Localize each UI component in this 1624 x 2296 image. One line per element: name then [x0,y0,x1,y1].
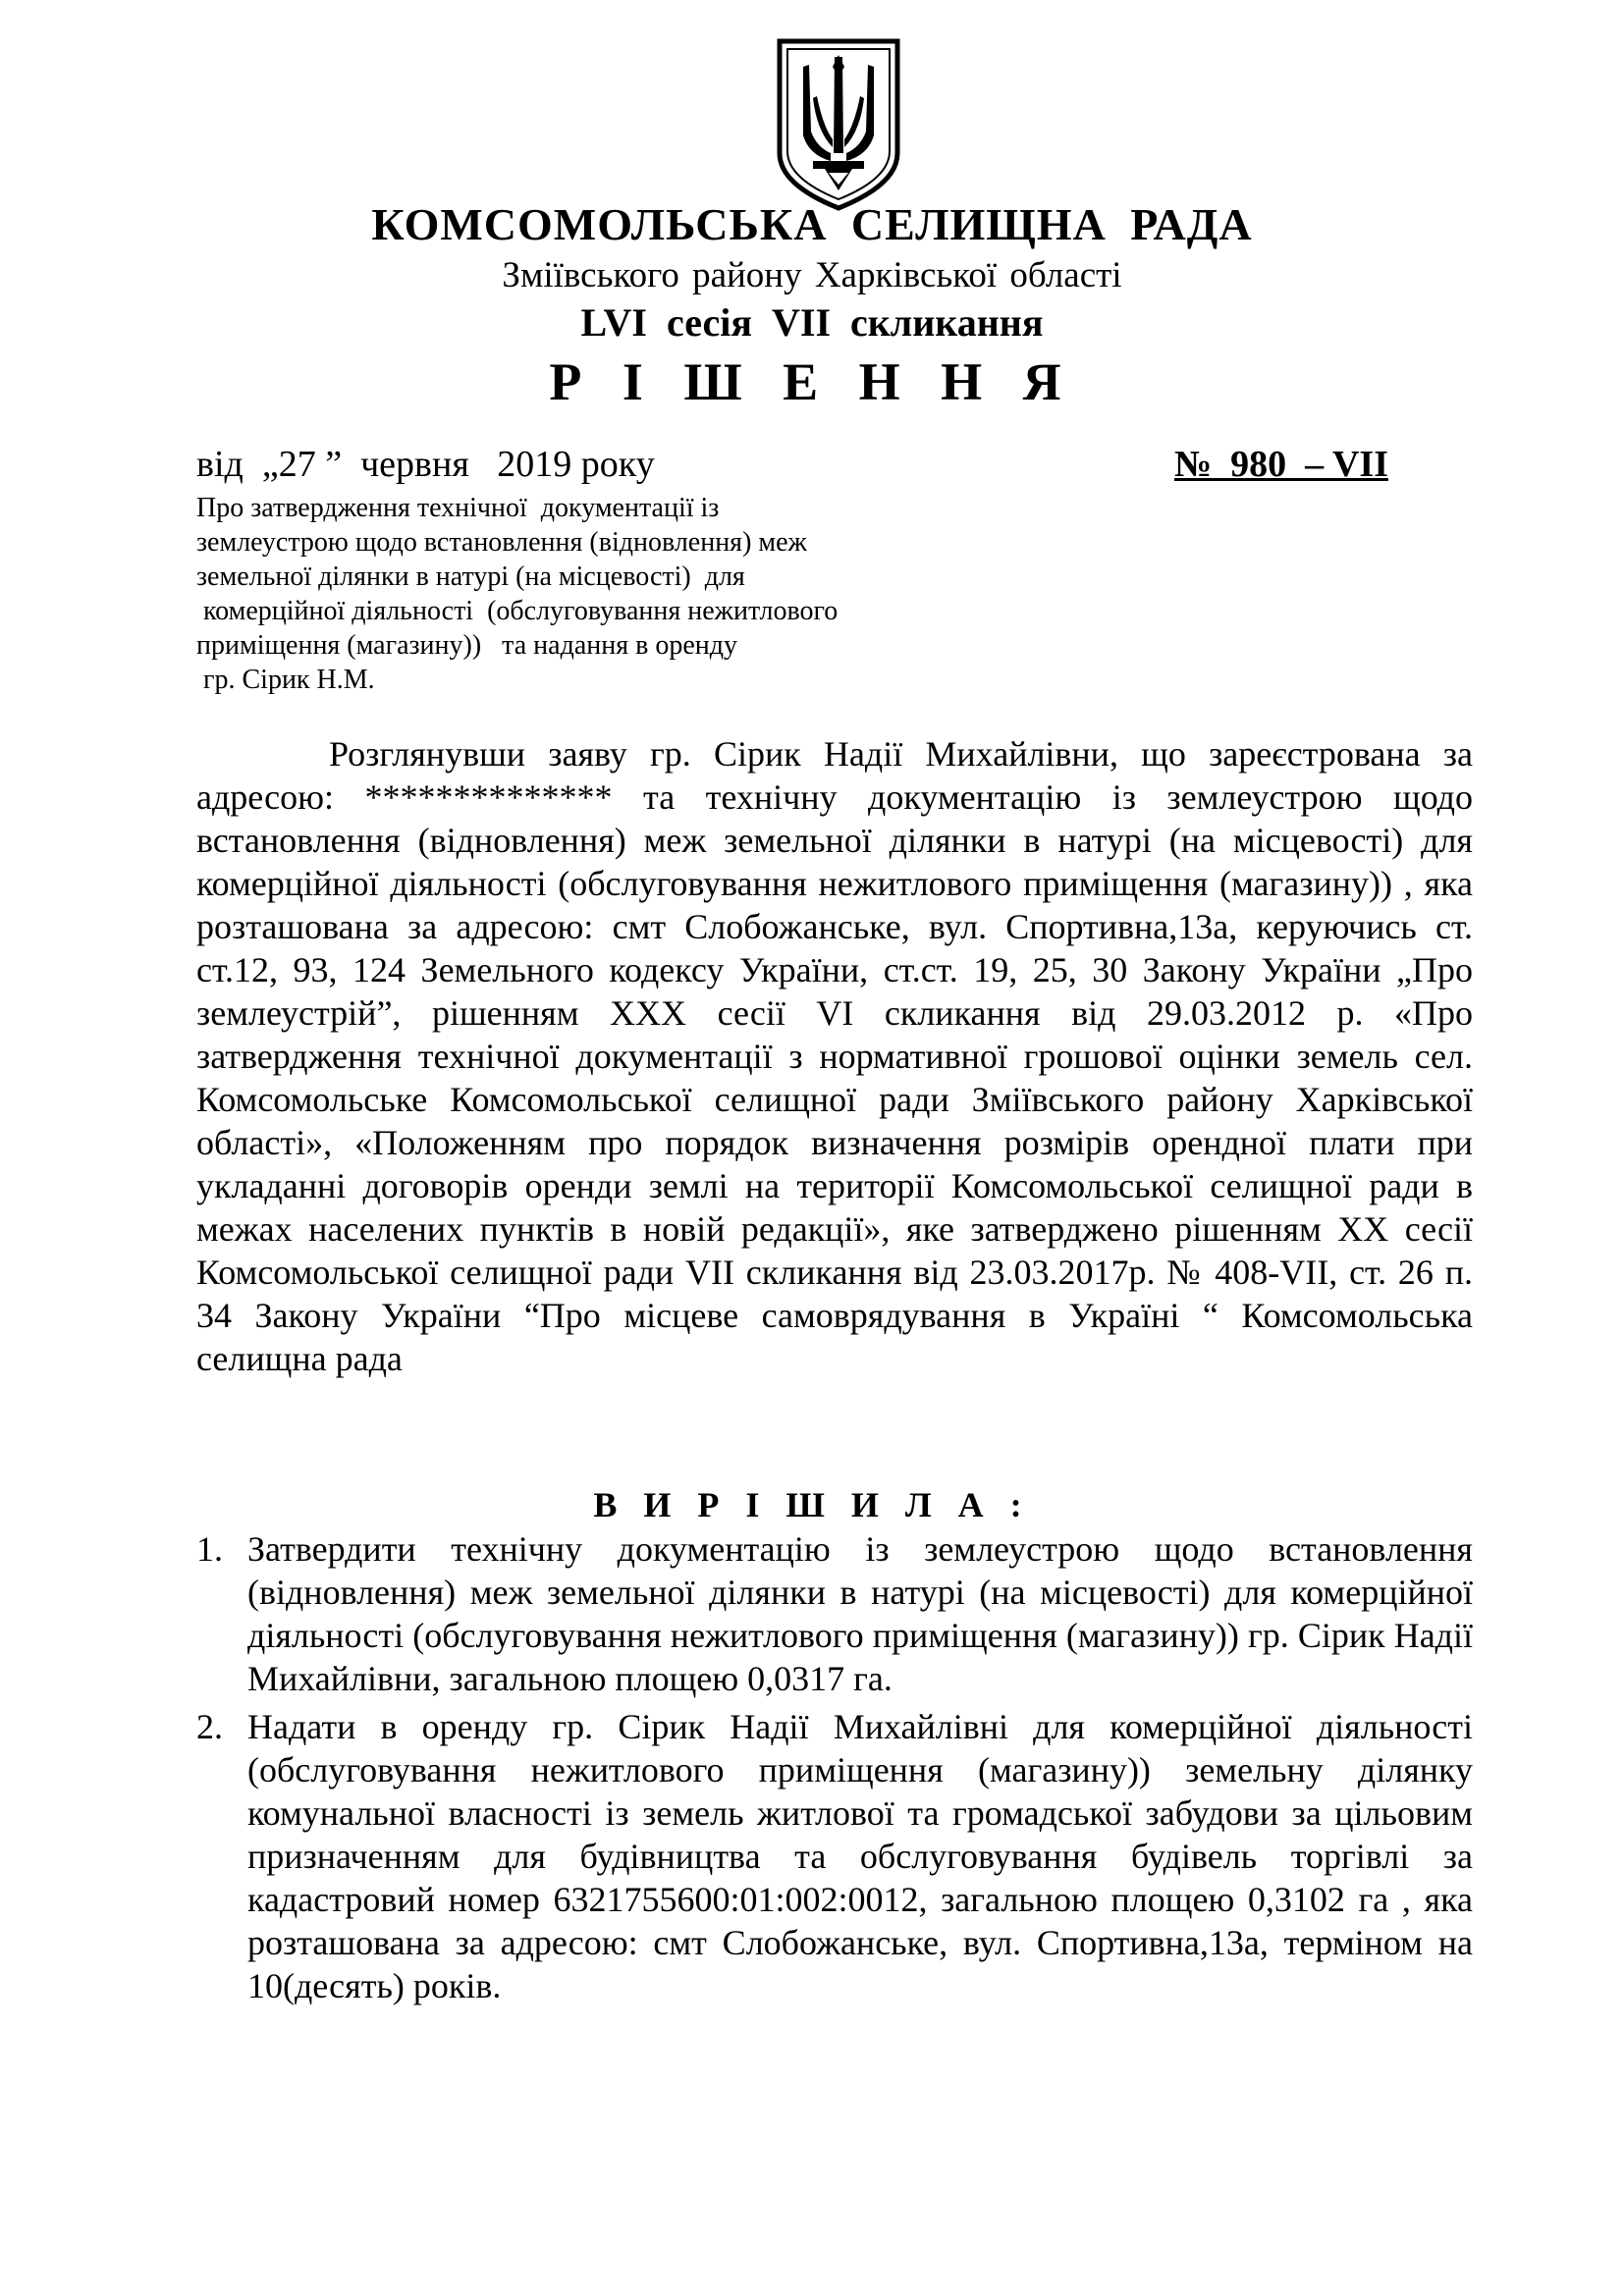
document-type-title: Р І Ш Е Н Н Я [549,352,1075,411]
preamble-paragraph: Розглянувши заяву гр. Сірик Надії Михайлівни, що зареєстрована за адресою: ************** та технічну документацію із землеустрою щодо встановлення (відновлення) меж земельної ділянки в натурі (на місцевості) для комерційної діяльності (обслуговування нежитлового приміщення (магазину)) , яка розташована за адресою: смт Слобожанське, вул. Спортивна,13а, керуючись ст. ст.12, 93, 124 Земельного кодексу України, ст.ст. 19, 25, 30 Закону України „Про землеустрій”, рішенням XXX сесії VI скликання від 29.03.2012 р. «Про затвердження технічної документації з нормативної грошової оцінки земель сел. Комсомольське Комсомольської селищної ради Зміївського району Харківської області», «Положенням про порядок визначення розмірів орендної плати при укладанні договорів оренди землі на території Комсомольської селищної ради в межах населених пунктів в новій редакції», яке затверджено рішенням XX сесії Комсомольської селищної ради VII скликання від 23.03.2017р. № 408-VII, ст. 26 п. 34 Закону України “Про місцеве самоврядування в Україні “ Комсомольська селищна рада [196,734,1473,1378]
subject-line: землеустрою щодо встановлення (відновлення) меж [196,527,807,558]
decision-heading: В И Р І Ш И Л А : [593,1485,1031,1524]
decision-number: № 980 – VII [1173,444,1388,485]
district-subtitle: Зміївського району Харківської області [502,255,1122,295]
decision-subject [196,491,943,697]
item-text: Затвердити технічну документацію із землеустрою щодо встановлення (відновлення) меж земельної ділянки в натурі (на місцевості) для комерційної діяльності (обслуговування нежитлового приміщення (магазину)) гр. Сірик Надії Михайлівни, загальною площею 0,0317 га. [247,1529,1473,1698]
council-name: КОМСОМОЛЬСЬКА СЕЛИЩНА РАДА [371,199,1253,249]
coat-of-arms-icon [774,37,903,214]
list-item [196,1705,1473,2007]
list-item [196,1527,1473,1700]
subject-line: земельної ділянки в натурі (на місцевості) для [196,561,745,592]
session-line: LVI сесія VII скликання [580,300,1044,345]
subject-line: приміщення (магазину)) та надання в оренду [196,630,737,661]
decision-date: від „27 ” червня 2019 року [196,444,655,485]
decision-items [196,1527,1473,2012]
item-number: 2. [196,1707,223,1746]
item-number: 1. [196,1529,223,1569]
item-text: Надати в оренду гр. Сірик Надії Михайлівні для комерційної діяльності (обслуговування нежитлового приміщення (магазину)) земельну ділянку комунальної власності із земель житлової та громадської забудови за цільовим призначенням для будівництва та обслуговування будівель торгівлі за кадастровий номер 6321755600:01:002:0012, загальною площею 0,3102 га , яка розташована за адресою: смт Слобожанське, вул. Спортивна,13а, терміном на 10(десять) років. [247,1707,1473,2005]
subject-line: гр. Сірик Н.М. [196,665,375,695]
subject-line: Про затвердження технічної документації із [196,493,720,523]
subject-line: комерційної діяльності (обслуговування нежитлового [196,596,839,626]
